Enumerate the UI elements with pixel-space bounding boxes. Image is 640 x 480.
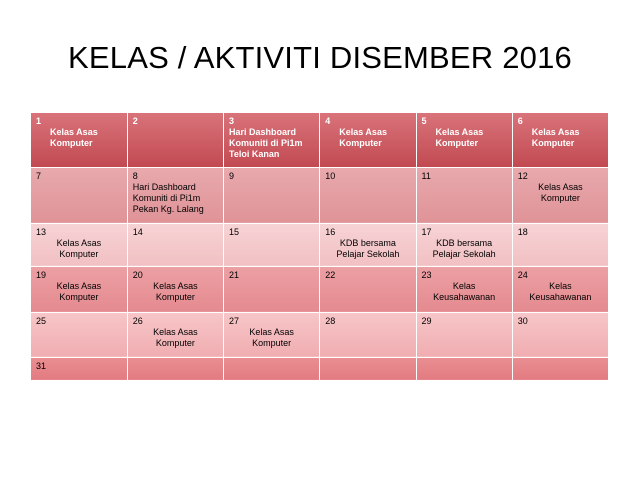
day-number: 3 [229, 116, 235, 126]
calendar-cell [416, 357, 512, 380]
calendar-cell [224, 167, 320, 223]
day-number: 26 [132, 315, 143, 326]
day-number: 12 [517, 170, 528, 181]
calendar-cell [320, 223, 416, 266]
day-number: 27 [229, 315, 240, 326]
calendar-cell [224, 266, 320, 312]
calendar-cell [320, 357, 416, 380]
day-number: 15 [229, 226, 240, 237]
day-number: 2 [132, 116, 138, 126]
day-number: 21 [229, 269, 240, 280]
calendar-row [31, 357, 609, 380]
day-number: 4 [325, 116, 331, 126]
calendar-cell [224, 113, 320, 167]
day-number: 9 [229, 170, 235, 181]
day-number: 25 [36, 315, 47, 326]
calendar-cell [416, 266, 512, 312]
calendar-cell [416, 223, 512, 266]
event-text: Kelas Asas Komputer [435, 127, 484, 148]
calendar-cell [416, 167, 512, 223]
calendar-cell [512, 312, 608, 357]
day-number: 23 [421, 269, 432, 280]
calendar-cell [31, 312, 127, 357]
event-text: KDB bersama Pelajar Sekolah [432, 237, 496, 259]
calendar-cell [224, 312, 320, 357]
event-text: KDB bersama Pelajar Sekolah [336, 237, 400, 259]
event-text: Kelas Asas Komputer [153, 280, 198, 302]
day-number: 30 [517, 315, 528, 326]
calendar-cell [416, 113, 512, 167]
calendar-cell [512, 223, 608, 266]
calendar-cell [31, 357, 127, 380]
day-number: 29 [421, 315, 432, 326]
day-number: 20 [132, 269, 143, 280]
calendar-row [31, 312, 609, 357]
event-text: Kelas Keusahawanan [433, 280, 496, 302]
event-text: Hari Dashboard Komuniti di Pi1m Teloi Kanan [229, 127, 303, 159]
event-text: Kelas Asas Komputer [249, 326, 294, 348]
day-number: 10 [325, 170, 336, 181]
event-text: Kelas Asas Komputer [56, 280, 102, 302]
calendar-cell [512, 167, 608, 223]
calendar-cell [224, 357, 320, 380]
day-number: 1 [36, 116, 42, 126]
calendar-cell [512, 113, 608, 167]
calendar-row [31, 223, 609, 266]
day-number: 13 [36, 226, 47, 237]
day-number: 18 [517, 226, 528, 237]
day-number: 5 [421, 116, 427, 126]
event-text: Kelas Asas Komputer [538, 181, 583, 203]
calendar-cell [320, 167, 416, 223]
day-number: 11 [421, 170, 431, 181]
calendar-cell [512, 266, 608, 312]
calendar-cell [127, 167, 223, 223]
calendar-cell [127, 223, 223, 266]
calendar-cell [127, 312, 223, 357]
calendar-cell [31, 266, 127, 312]
calendar-cell [320, 312, 416, 357]
event-text: Hari Dashboard Komuniti di Pi1m Pekan Kg. Lalang [132, 181, 204, 214]
day-number: 22 [325, 269, 336, 280]
event-text: Kelas Keusahawanan [529, 280, 592, 302]
calendar-row [31, 266, 609, 312]
calendar-row [31, 167, 609, 223]
day-number: 17 [421, 226, 432, 237]
event-text: Kelas Asas Komputer [56, 237, 102, 259]
day-number: 14 [132, 226, 143, 237]
event-text: Kelas Asas Komputer [50, 127, 98, 148]
calendar-cell [127, 357, 223, 380]
day-number: 8 [132, 170, 138, 181]
page-title: KELAS / AKTIVITI DISEMBER 2016 [68, 40, 572, 75]
day-number: 31 [36, 360, 47, 371]
calendar-cell [31, 223, 127, 266]
day-number: 16 [325, 226, 336, 237]
calendar-cell [224, 223, 320, 266]
day-number: 24 [517, 269, 528, 280]
calendar-cell [320, 266, 416, 312]
calendar-cell [31, 167, 127, 223]
calendar-cell [416, 312, 512, 357]
calendar-table [31, 113, 609, 381]
calendar-cell [512, 357, 608, 380]
event-text: Kelas Asas Komputer [531, 127, 580, 148]
calendar-cell [31, 113, 127, 167]
day-number: 28 [325, 315, 336, 326]
calendar-cell [127, 113, 223, 167]
calendar-row [31, 113, 609, 167]
day-number: 6 [517, 116, 523, 126]
event-text: Kelas Asas Komputer [339, 127, 387, 148]
day-number: 7 [36, 170, 42, 181]
calendar-cell [127, 266, 223, 312]
event-text: Kelas Asas Komputer [153, 326, 198, 348]
calendar-cell [320, 113, 416, 167]
day-number: 19 [36, 269, 47, 280]
